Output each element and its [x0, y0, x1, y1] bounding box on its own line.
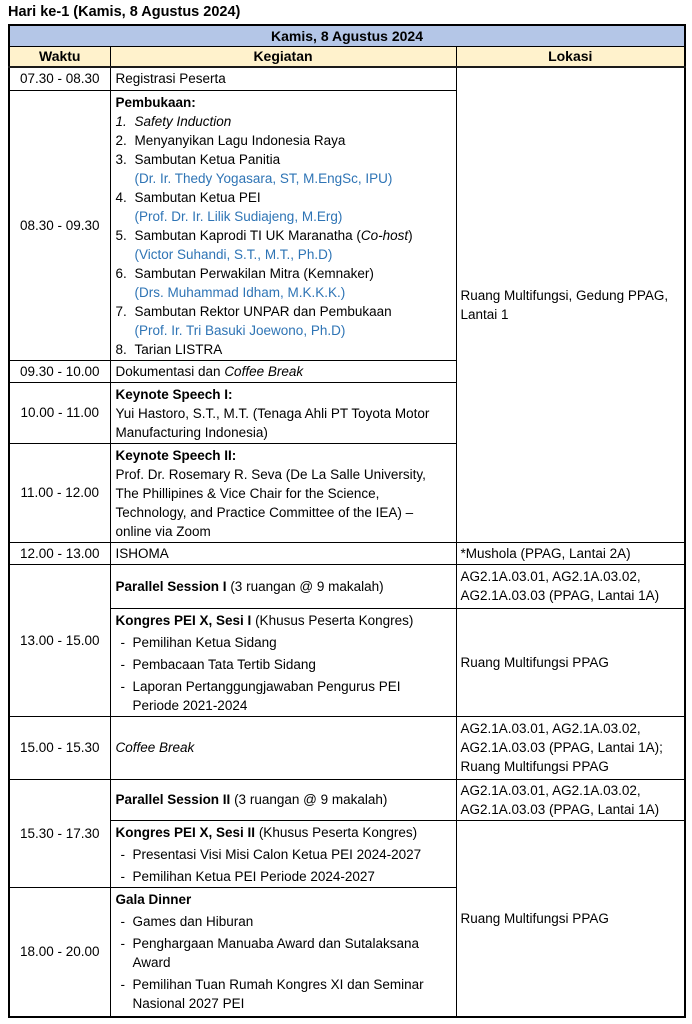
text-line: - Penghargaan Manuaba Award dan Sutalaksana Award	[120, 935, 419, 970]
text-line: (Prof. Ir. Tri Basuki Joewono, Ph.D)	[134, 322, 346, 338]
text-line: - Presentasi Visi Misi Calon Ketua PEI 2024-2027	[120, 846, 422, 862]
table-row-kongres1	[9, 608, 685, 716]
text-line: 4. Sambutan Ketua PEI	[115, 189, 261, 205]
text-line: (Victor Suhandi, S.T., M.T., Ph.D)	[134, 246, 333, 262]
schedule-table	[8, 24, 686, 1018]
activity-cell	[110, 779, 456, 820]
text-line: - Pemilihan Ketua Sidang	[120, 634, 277, 650]
table-row-kongres2	[9, 820, 685, 887]
text-line: 5. Sambutan Kaprodi TI UK Maranatha (Co-host)	[115, 227, 413, 243]
activity-cell	[110, 67, 456, 90]
text-line: Registrasi Peserta	[115, 71, 226, 87]
time-cell: 13.00 - 15.00	[9, 564, 110, 716]
table-row-ishoma	[9, 542, 685, 564]
column-header-waktu: Waktu	[9, 46, 110, 67]
time-cell: 18.00 - 20.00	[9, 887, 110, 1017]
column-header-kegiatan: Kegiatan	[110, 46, 456, 67]
table-row-registrasi	[9, 67, 685, 90]
activity-cell	[110, 382, 456, 443]
activity-cell	[110, 443, 456, 542]
time-cell: 15.00 - 15.30	[9, 716, 110, 779]
text-line: Kongres PEI X, Sesi II (Khusus Peserta Kongres)	[115, 824, 418, 840]
text-line: - Games dan Hiburan	[120, 913, 254, 929]
text-line: 2. Menyanyikan Lagu Indonesia Raya	[115, 132, 346, 148]
text-line: Parallel Session I (3 ruangan @ 9 makalah)	[115, 578, 384, 594]
text-line: Dokumentasi dan Coffee Break	[115, 363, 304, 379]
location-cell: *Mushola (PPAG, Lantai 2A)	[456, 542, 685, 564]
location-cell: AG2.1A.03.01, AG2.1A.03.02, AG2.1A.03.03 (PPAG, Lantai 1A)	[456, 564, 685, 608]
text-line: Keynote Speech II:	[115, 447, 237, 463]
time-cell: 08.30 - 09.30	[9, 90, 110, 360]
text-line: ISHOMA	[115, 545, 169, 561]
activity-cell	[110, 887, 456, 1017]
activity-cell	[110, 820, 456, 887]
activity-cell	[110, 360, 456, 382]
text-line: - Laporan Pertanggungjawaban Pengurus PEI Periode 2021-2024	[120, 678, 401, 713]
text-line: 1. Safety Induction	[115, 113, 232, 129]
text-line: 3. Sambutan Ketua Panitia	[115, 151, 281, 167]
location-cell: AG2.1A.03.01, AG2.1A.03.02, AG2.1A.03.03 (PPAG, Lantai 1A); Ruang Multifungsi PPAG	[456, 716, 685, 779]
location-cell: Ruang Multifungsi PPAG	[456, 608, 685, 716]
text-line: Gala Dinner	[115, 891, 192, 907]
text-line: - Pemilihan Ketua PEI Periode 2024-2027	[120, 868, 375, 884]
text-line: Pembukaan:	[115, 94, 196, 110]
activity-cell	[110, 564, 456, 608]
text-line: (Drs. Muhammad Idham, M.K.K.K.)	[134, 284, 346, 300]
location-cell: AG2.1A.03.01, AG2.1A.03.02, AG2.1A.03.03 (PPAG, Lantai 1A)	[456, 779, 685, 820]
page-title: Hari ke-1 (Kamis, 8 Agustus 2024)	[8, 4, 241, 20]
column-header-lokasi: Lokasi	[456, 46, 685, 67]
table-row-coffee-break	[9, 716, 685, 779]
table-title-row	[9, 25, 685, 46]
activity-cell	[110, 90, 456, 360]
text-line: (Prof. Dr. Ir. Lilik Sudiajeng, M.Erg)	[134, 208, 343, 224]
time-cell: 07.30 - 08.30	[9, 67, 110, 90]
location-cell: Ruang Multifungsi PPAG	[456, 820, 685, 1017]
text-line: Yui Hastoro, S.T., M.T. (Tenaga Ahli PT Toyota Motor Manufacturing Indonesia)	[115, 405, 430, 440]
text-line: (Dr. Ir. Thedy Yogasara, ST, M.EngSc, IPU)	[134, 170, 393, 186]
text-line: - Pembacaan Tata Tertib Sidang	[120, 656, 316, 672]
text-line: 8. Tarian LISTRA	[115, 341, 223, 357]
activity-cell	[110, 716, 456, 779]
table-title: Kamis, 8 Agustus 2024	[9, 25, 685, 46]
text-line: Prof. Dr. Rosemary R. Seva (De La Salle University, The Phillipines & Vice Chair for the Science, Technology, and Practice Committee of the IEA) – online via Zoom	[115, 466, 426, 539]
activity-cell	[110, 608, 456, 716]
time-cell: 11.00 - 12.00	[9, 443, 110, 542]
table-row-parallel2	[9, 779, 685, 820]
location-cell: Ruang Multifungsi, Gedung PPAG, Lantai 1	[456, 67, 685, 542]
text-line: Kongres PEI X, Sesi I (Khusus Peserta Kongres)	[115, 612, 414, 628]
time-cell: 09.30 - 10.00	[9, 360, 110, 382]
table-header-row	[9, 46, 685, 67]
text-line: - Pemilihan Tuan Rumah Kongres XI dan Seminar Nasional 2027 PEI	[120, 976, 424, 1011]
activity-cell	[110, 542, 456, 564]
time-cell: 12.00 - 13.00	[9, 542, 110, 564]
table-row-parallel1	[9, 564, 685, 608]
text-line: Coffee Break	[115, 740, 195, 755]
text-line: 6. Sambutan Perwakilan Mitra (Kemnaker)	[115, 265, 374, 281]
text-line: 7. Sambutan Rektor UNPAR dan Pembukaan	[115, 303, 392, 319]
time-cell: 10.00 - 11.00	[9, 382, 110, 443]
text-line: Parallel Session II (3 ruangan @ 9 makalah)	[115, 792, 388, 807]
text-line: Keynote Speech I:	[115, 386, 233, 402]
time-cell: 15.30 - 17.30	[9, 779, 110, 887]
